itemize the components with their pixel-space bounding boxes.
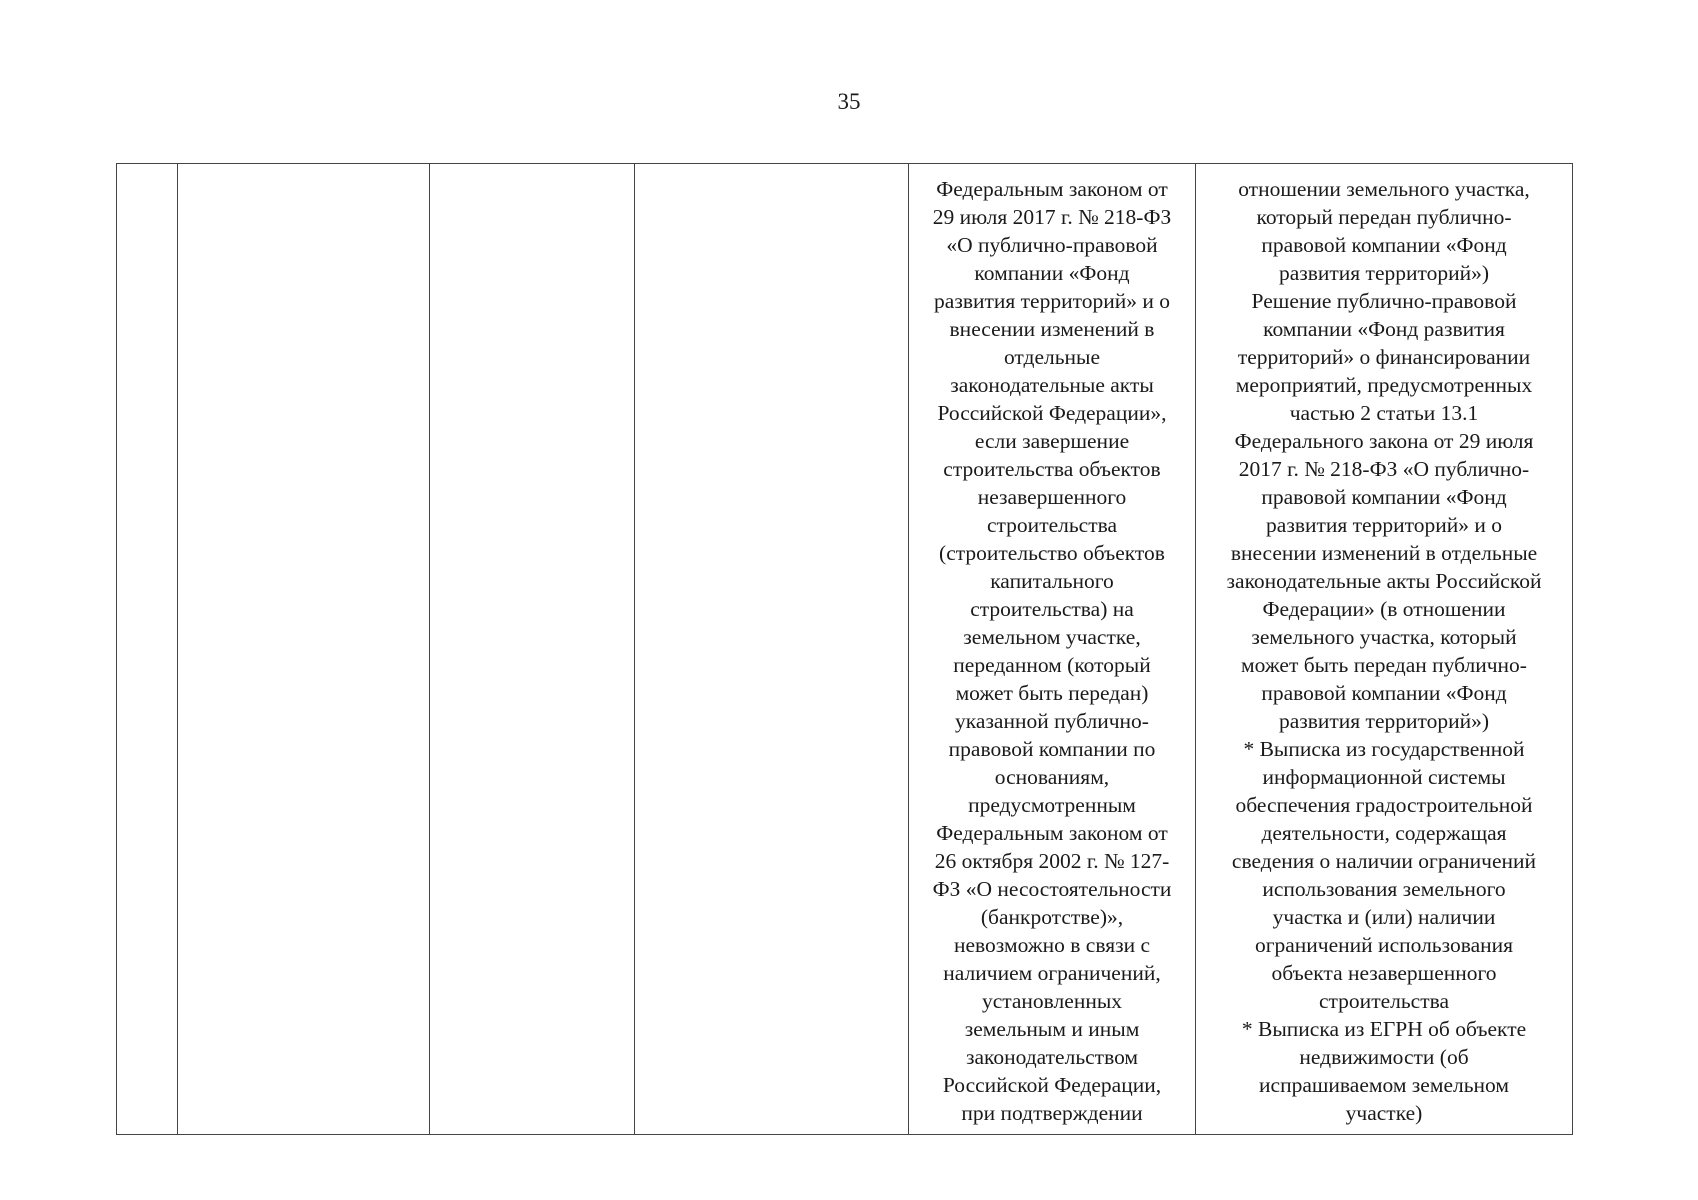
text-line: установленных (981, 989, 1123, 1013)
table-cell-col3 (430, 164, 635, 1135)
text-line: использования земельного (1262, 877, 1506, 901)
table-cell-col2 (178, 164, 430, 1135)
conditions-text (909, 164, 1195, 1127)
text-line: компании «Фонд (974, 261, 1130, 285)
text-line: земельном участке, (963, 625, 1141, 649)
text-line: незавершенного (977, 485, 1127, 509)
documents-text (1196, 164, 1572, 1127)
text-line: если завершение (974, 429, 1130, 453)
table-cell-col4 (635, 164, 909, 1135)
text-line: основаниям, (994, 765, 1110, 789)
text-line: внесении изменений в (949, 317, 1155, 341)
text-line: (банкротстве)», (980, 905, 1124, 929)
text-line: строительства (986, 513, 1118, 537)
page-number: 35 (837, 89, 861, 114)
text-line: ФЗ «О несостоятельности (932, 877, 1172, 901)
text-line: 2017 г. № 218-ФЗ «О публично- (1238, 457, 1530, 481)
text-line: правовой компании «Фонд (1261, 681, 1507, 705)
text-line: Российской Федерации», (937, 401, 1167, 425)
text-line: Федерального закона от 29 июля (1234, 429, 1534, 453)
text-line: строительства объектов (943, 457, 1161, 481)
text-line: правовой компании «Фонд (1261, 233, 1507, 257)
text-line: предусмотренным (968, 793, 1136, 817)
text-line: информационной системы (1262, 765, 1506, 789)
text-line: Решение публично-правовой (1251, 289, 1517, 313)
text-line: Федеральным законом от (936, 177, 1168, 201)
text-line: строительства) на (970, 597, 1134, 621)
text-line: строительства (1318, 989, 1450, 1013)
text-line: участке) (1345, 1101, 1423, 1125)
text-line: (строительство объектов (939, 541, 1165, 565)
table-cell-number (117, 164, 178, 1135)
text-line: Федерации» (в отношении (1262, 597, 1506, 621)
text-line: земельным и иным (964, 1017, 1140, 1041)
text-line: отдельные (1003, 345, 1101, 369)
document-table (116, 163, 1573, 1135)
text-line: компании «Фонд развития (1263, 317, 1505, 341)
text-line: мероприятий, предусмотренных (1235, 373, 1533, 397)
text-line: который передан публично- (1256, 205, 1512, 229)
text-line: «О публично-правовой (946, 233, 1158, 257)
text-line: при подтверждении (961, 1101, 1143, 1125)
text-line: капитального (990, 569, 1114, 593)
text-line: может быть передан публично- (1241, 653, 1527, 677)
table-row (117, 164, 1573, 1135)
text-line: правовой компании «Фонд (1261, 485, 1507, 509)
text-line: наличием ограничений, (943, 961, 1161, 985)
text-line: территорий» о финансировании (1237, 345, 1531, 369)
text-line: развития территорий» и о (1266, 513, 1502, 537)
text-line: Федеральным законом от (936, 821, 1168, 845)
text-line: внесении изменений в отдельные (1230, 541, 1538, 565)
text-line: указанной публично- (955, 709, 1149, 733)
text-line: сведения о наличии ограничений (1231, 849, 1537, 873)
text-line: деятельности, содержащая (1261, 821, 1507, 845)
text-line: 26 октября 2002 г. № 127- (934, 849, 1170, 873)
text-line: объекта незавершенного (1271, 961, 1497, 985)
text-line: развития территорий» и о (934, 289, 1170, 313)
text-line: * Выписка из государственной (1243, 737, 1525, 761)
text-line: законодательством (965, 1045, 1139, 1069)
text-line: развития территорий») (1278, 261, 1490, 285)
text-line: законодательные акты (950, 373, 1154, 397)
text-line: развития территорий») (1278, 709, 1490, 733)
text-line: Российской Федерации, (942, 1073, 1162, 1097)
text-line: может быть передан) (955, 681, 1149, 705)
text-line: участка и (или) наличии (1272, 905, 1496, 929)
text-line: * Выписка из ЕГРН об объекте (1241, 1017, 1527, 1041)
text-line: переданном (который (953, 653, 1151, 677)
table-cell-documents (1196, 164, 1573, 1135)
text-line: ограничений использования (1254, 933, 1514, 957)
text-line: испрашиваемом земельном (1259, 1073, 1509, 1097)
text-line: обеспечения градостроительной (1235, 793, 1533, 817)
text-line: частью 2 статьи 13.1 (1289, 401, 1479, 425)
table-cell-conditions (909, 164, 1196, 1135)
text-line: недвижимости (об (1299, 1045, 1469, 1069)
text-line: 29 июля 2017 г. № 218-ФЗ (932, 205, 1172, 229)
text-line: правовой компании по (948, 737, 1156, 761)
text-line: земельного участка, который (1251, 625, 1517, 649)
text-line: невозможно в связи с (953, 933, 1151, 957)
text-line: законодательные акты Российской (1226, 569, 1542, 593)
text-line: отношении земельного участка, (1238, 177, 1530, 201)
